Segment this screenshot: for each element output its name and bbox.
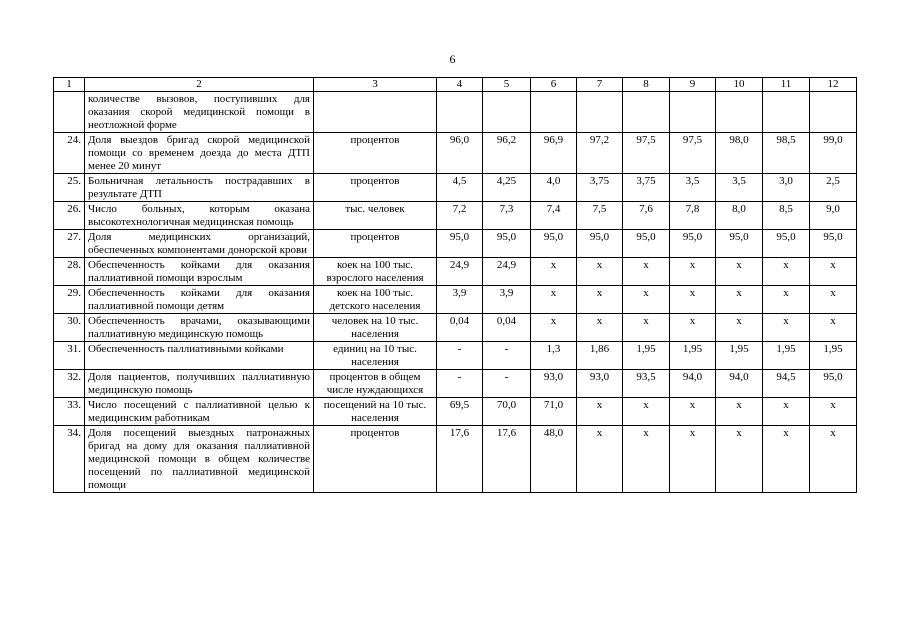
value-cell: 95,0 <box>623 230 670 258</box>
indicator-name: Доля посещений выездных патронажных бригад на дому для оказания паллиативной медицинской помощи в общем количестве посещений по паллиативной медицинской помощи <box>85 426 314 493</box>
value-cell: - <box>483 342 531 370</box>
indicator-name: Число больных, которым оказана высокотехнологичная медицинская помощь <box>85 202 314 230</box>
value-cell: х <box>623 258 670 286</box>
value-cell: 93,0 <box>531 370 577 398</box>
value-cell: х <box>716 314 763 342</box>
row-number: 26. <box>54 202 85 230</box>
value-cell: 7,3 <box>483 202 531 230</box>
value-cell: 93,5 <box>623 370 670 398</box>
value-cell: - <box>437 370 483 398</box>
column-number: 7 <box>577 78 623 92</box>
value-cell: х <box>810 286 857 314</box>
row-number: 32. <box>54 370 85 398</box>
column-number: 8 <box>623 78 670 92</box>
value-cell: 95,0 <box>810 230 857 258</box>
value-cell: х <box>763 398 810 426</box>
value-cell: 99,0 <box>810 133 857 174</box>
column-number: 4 <box>437 78 483 92</box>
row-number: 33. <box>54 398 85 426</box>
value-cell <box>670 92 716 133</box>
value-cell: х <box>670 314 716 342</box>
value-cell: 0,04 <box>437 314 483 342</box>
column-number-row <box>54 78 857 92</box>
value-cell: 8,5 <box>763 202 810 230</box>
indicator-name: Обеспеченность врачами, оказывающими паллиативную медицинскую помощь <box>85 314 314 342</box>
value-cell: 94,5 <box>763 370 810 398</box>
value-cell: х <box>623 314 670 342</box>
unit-cell: процентов <box>314 174 437 202</box>
value-cell: х <box>577 398 623 426</box>
value-cell: 1,95 <box>670 342 716 370</box>
value-cell: х <box>531 258 577 286</box>
unit-cell: коек на 100 тыс. взрослого населения <box>314 258 437 286</box>
indicator-name: Обеспеченность койками для оказания паллиативной помощи взрослым <box>85 258 314 286</box>
value-cell: 97,2 <box>577 133 623 174</box>
value-cell: 95,0 <box>437 230 483 258</box>
value-cell: х <box>577 314 623 342</box>
row-number: 25. <box>54 174 85 202</box>
unit-cell: процентов <box>314 426 437 493</box>
value-cell <box>483 92 531 133</box>
value-cell: х <box>577 426 623 493</box>
value-cell: 4,5 <box>437 174 483 202</box>
value-cell: х <box>763 286 810 314</box>
column-number: 10 <box>716 78 763 92</box>
unit-cell: процентов <box>314 133 437 174</box>
table-row <box>54 286 857 314</box>
table-row <box>54 426 857 493</box>
value-cell: - <box>437 342 483 370</box>
row-number: 27. <box>54 230 85 258</box>
value-cell: 7,2 <box>437 202 483 230</box>
value-cell: х <box>670 426 716 493</box>
value-cell: 98,0 <box>716 133 763 174</box>
page-number: 6 <box>449 52 456 66</box>
value-cell: 48,0 <box>531 426 577 493</box>
value-cell: 4,25 <box>483 174 531 202</box>
value-cell: 3,75 <box>577 174 623 202</box>
value-cell: х <box>763 314 810 342</box>
row-number: 31. <box>54 342 85 370</box>
value-cell: 24,9 <box>437 258 483 286</box>
value-cell: х <box>810 258 857 286</box>
indicator-name: Доля выездов бригад скорой медицинской помощи со временем доезда до места ДТП менее 20 минут <box>85 133 314 174</box>
value-cell: 1,95 <box>763 342 810 370</box>
value-cell: 95,0 <box>810 370 857 398</box>
value-cell: х <box>531 286 577 314</box>
column-number: 11 <box>763 78 810 92</box>
table-row <box>54 202 857 230</box>
value-cell: 69,5 <box>437 398 483 426</box>
value-cell: х <box>531 314 577 342</box>
value-cell: 3,5 <box>670 174 716 202</box>
value-cell: 7,6 <box>623 202 670 230</box>
value-cell: 1,86 <box>577 342 623 370</box>
value-cell: 0,04 <box>483 314 531 342</box>
row-number: 28. <box>54 258 85 286</box>
unit-cell: человек на 10 тыс. населения <box>314 314 437 342</box>
value-cell: 3,0 <box>763 174 810 202</box>
unit-cell: тыс. человек <box>314 202 437 230</box>
value-cell: 3,9 <box>483 286 531 314</box>
value-cell: 95,0 <box>670 230 716 258</box>
row-number: 24. <box>54 133 85 174</box>
indicator-name: Обеспеченность паллиативными койками <box>85 342 314 370</box>
value-cell: 96,9 <box>531 133 577 174</box>
value-cell: 1,95 <box>716 342 763 370</box>
value-cell: 3,9 <box>437 286 483 314</box>
value-cell <box>437 92 483 133</box>
value-cell: 2,5 <box>810 174 857 202</box>
unit-cell: посещений на 10 тыс. населения <box>314 398 437 426</box>
indicator-name: количестве вызовов, поступивших для оказания скорой медицинской помощи в неотложной форме <box>85 92 314 133</box>
value-cell: 70,0 <box>483 398 531 426</box>
value-cell: х <box>577 258 623 286</box>
unit-cell: коек на 100 тыс. детского населения <box>314 286 437 314</box>
value-cell: х <box>670 258 716 286</box>
value-cell: 97,5 <box>670 133 716 174</box>
row-number: 29. <box>54 286 85 314</box>
value-cell: х <box>810 398 857 426</box>
value-cell: х <box>810 426 857 493</box>
table-row <box>54 258 857 286</box>
value-cell: х <box>577 286 623 314</box>
value-cell: 94,0 <box>716 370 763 398</box>
value-cell: 71,0 <box>531 398 577 426</box>
column-number: 2 <box>85 78 314 92</box>
unit-cell: единиц на 10 тыс. населения <box>314 342 437 370</box>
value-cell: 96,2 <box>483 133 531 174</box>
column-number: 3 <box>314 78 437 92</box>
value-cell: 96,0 <box>437 133 483 174</box>
indicator-name: Число посещений с паллиативной целью к медицинским работникам <box>85 398 314 426</box>
value-cell: 17,6 <box>483 426 531 493</box>
value-cell: 95,0 <box>763 230 810 258</box>
value-cell: 1,95 <box>810 342 857 370</box>
value-cell <box>716 92 763 133</box>
indicator-name: Больничная летальность пострадавших в результате ДТП <box>85 174 314 202</box>
table-row <box>54 174 857 202</box>
value-cell: х <box>810 314 857 342</box>
value-cell: 1,95 <box>623 342 670 370</box>
value-cell: 95,0 <box>483 230 531 258</box>
indicator-name: Обеспеченность койками для оказания паллиативной помощи детям <box>85 286 314 314</box>
indicators-table <box>53 77 857 493</box>
value-cell: 8,0 <box>716 202 763 230</box>
value-cell: х <box>716 426 763 493</box>
value-cell: х <box>716 398 763 426</box>
value-cell: 1,3 <box>531 342 577 370</box>
unit-cell <box>314 92 437 133</box>
value-cell: 7,5 <box>577 202 623 230</box>
unit-cell: процентов в общем числе нуждающихся <box>314 370 437 398</box>
value-cell: х <box>623 286 670 314</box>
value-cell: х <box>716 258 763 286</box>
row-number <box>54 92 85 133</box>
value-cell: 3,5 <box>716 174 763 202</box>
table-row <box>54 398 857 426</box>
value-cell: 9,0 <box>810 202 857 230</box>
value-cell: 98,5 <box>763 133 810 174</box>
value-cell: 95,0 <box>531 230 577 258</box>
row-number: 34. <box>54 426 85 493</box>
value-cell: х <box>716 286 763 314</box>
value-cell: х <box>670 286 716 314</box>
value-cell: х <box>763 426 810 493</box>
column-number: 6 <box>531 78 577 92</box>
unit-cell: процентов <box>314 230 437 258</box>
indicator-name: Доля пациентов, получивших паллиативную медицинскую помощь <box>85 370 314 398</box>
value-cell: 3,75 <box>623 174 670 202</box>
value-cell: 4,0 <box>531 174 577 202</box>
value-cell: - <box>483 370 531 398</box>
value-cell <box>810 92 857 133</box>
value-cell: х <box>623 426 670 493</box>
value-cell: х <box>763 258 810 286</box>
table-row <box>54 133 857 174</box>
indicator-name: Доля медицинских организаций, обеспеченных компонентами донорской крови <box>85 230 314 258</box>
table-row <box>54 314 857 342</box>
row-number: 30. <box>54 314 85 342</box>
value-cell: 7,8 <box>670 202 716 230</box>
column-number: 1 <box>54 78 85 92</box>
column-number: 12 <box>810 78 857 92</box>
value-cell: 17,6 <box>437 426 483 493</box>
value-cell: х <box>670 398 716 426</box>
value-cell <box>577 92 623 133</box>
value-cell <box>531 92 577 133</box>
value-cell: 24,9 <box>483 258 531 286</box>
table-row <box>54 342 857 370</box>
column-number: 9 <box>670 78 716 92</box>
table-row <box>54 92 857 133</box>
value-cell <box>623 92 670 133</box>
value-cell: 97,5 <box>623 133 670 174</box>
value-cell <box>763 92 810 133</box>
value-cell: 95,0 <box>577 230 623 258</box>
column-number: 5 <box>483 78 531 92</box>
value-cell: 93,0 <box>577 370 623 398</box>
value-cell: 95,0 <box>716 230 763 258</box>
value-cell: 7,4 <box>531 202 577 230</box>
table-row <box>54 230 857 258</box>
value-cell: 94,0 <box>670 370 716 398</box>
value-cell: х <box>623 398 670 426</box>
table-row <box>54 370 857 398</box>
